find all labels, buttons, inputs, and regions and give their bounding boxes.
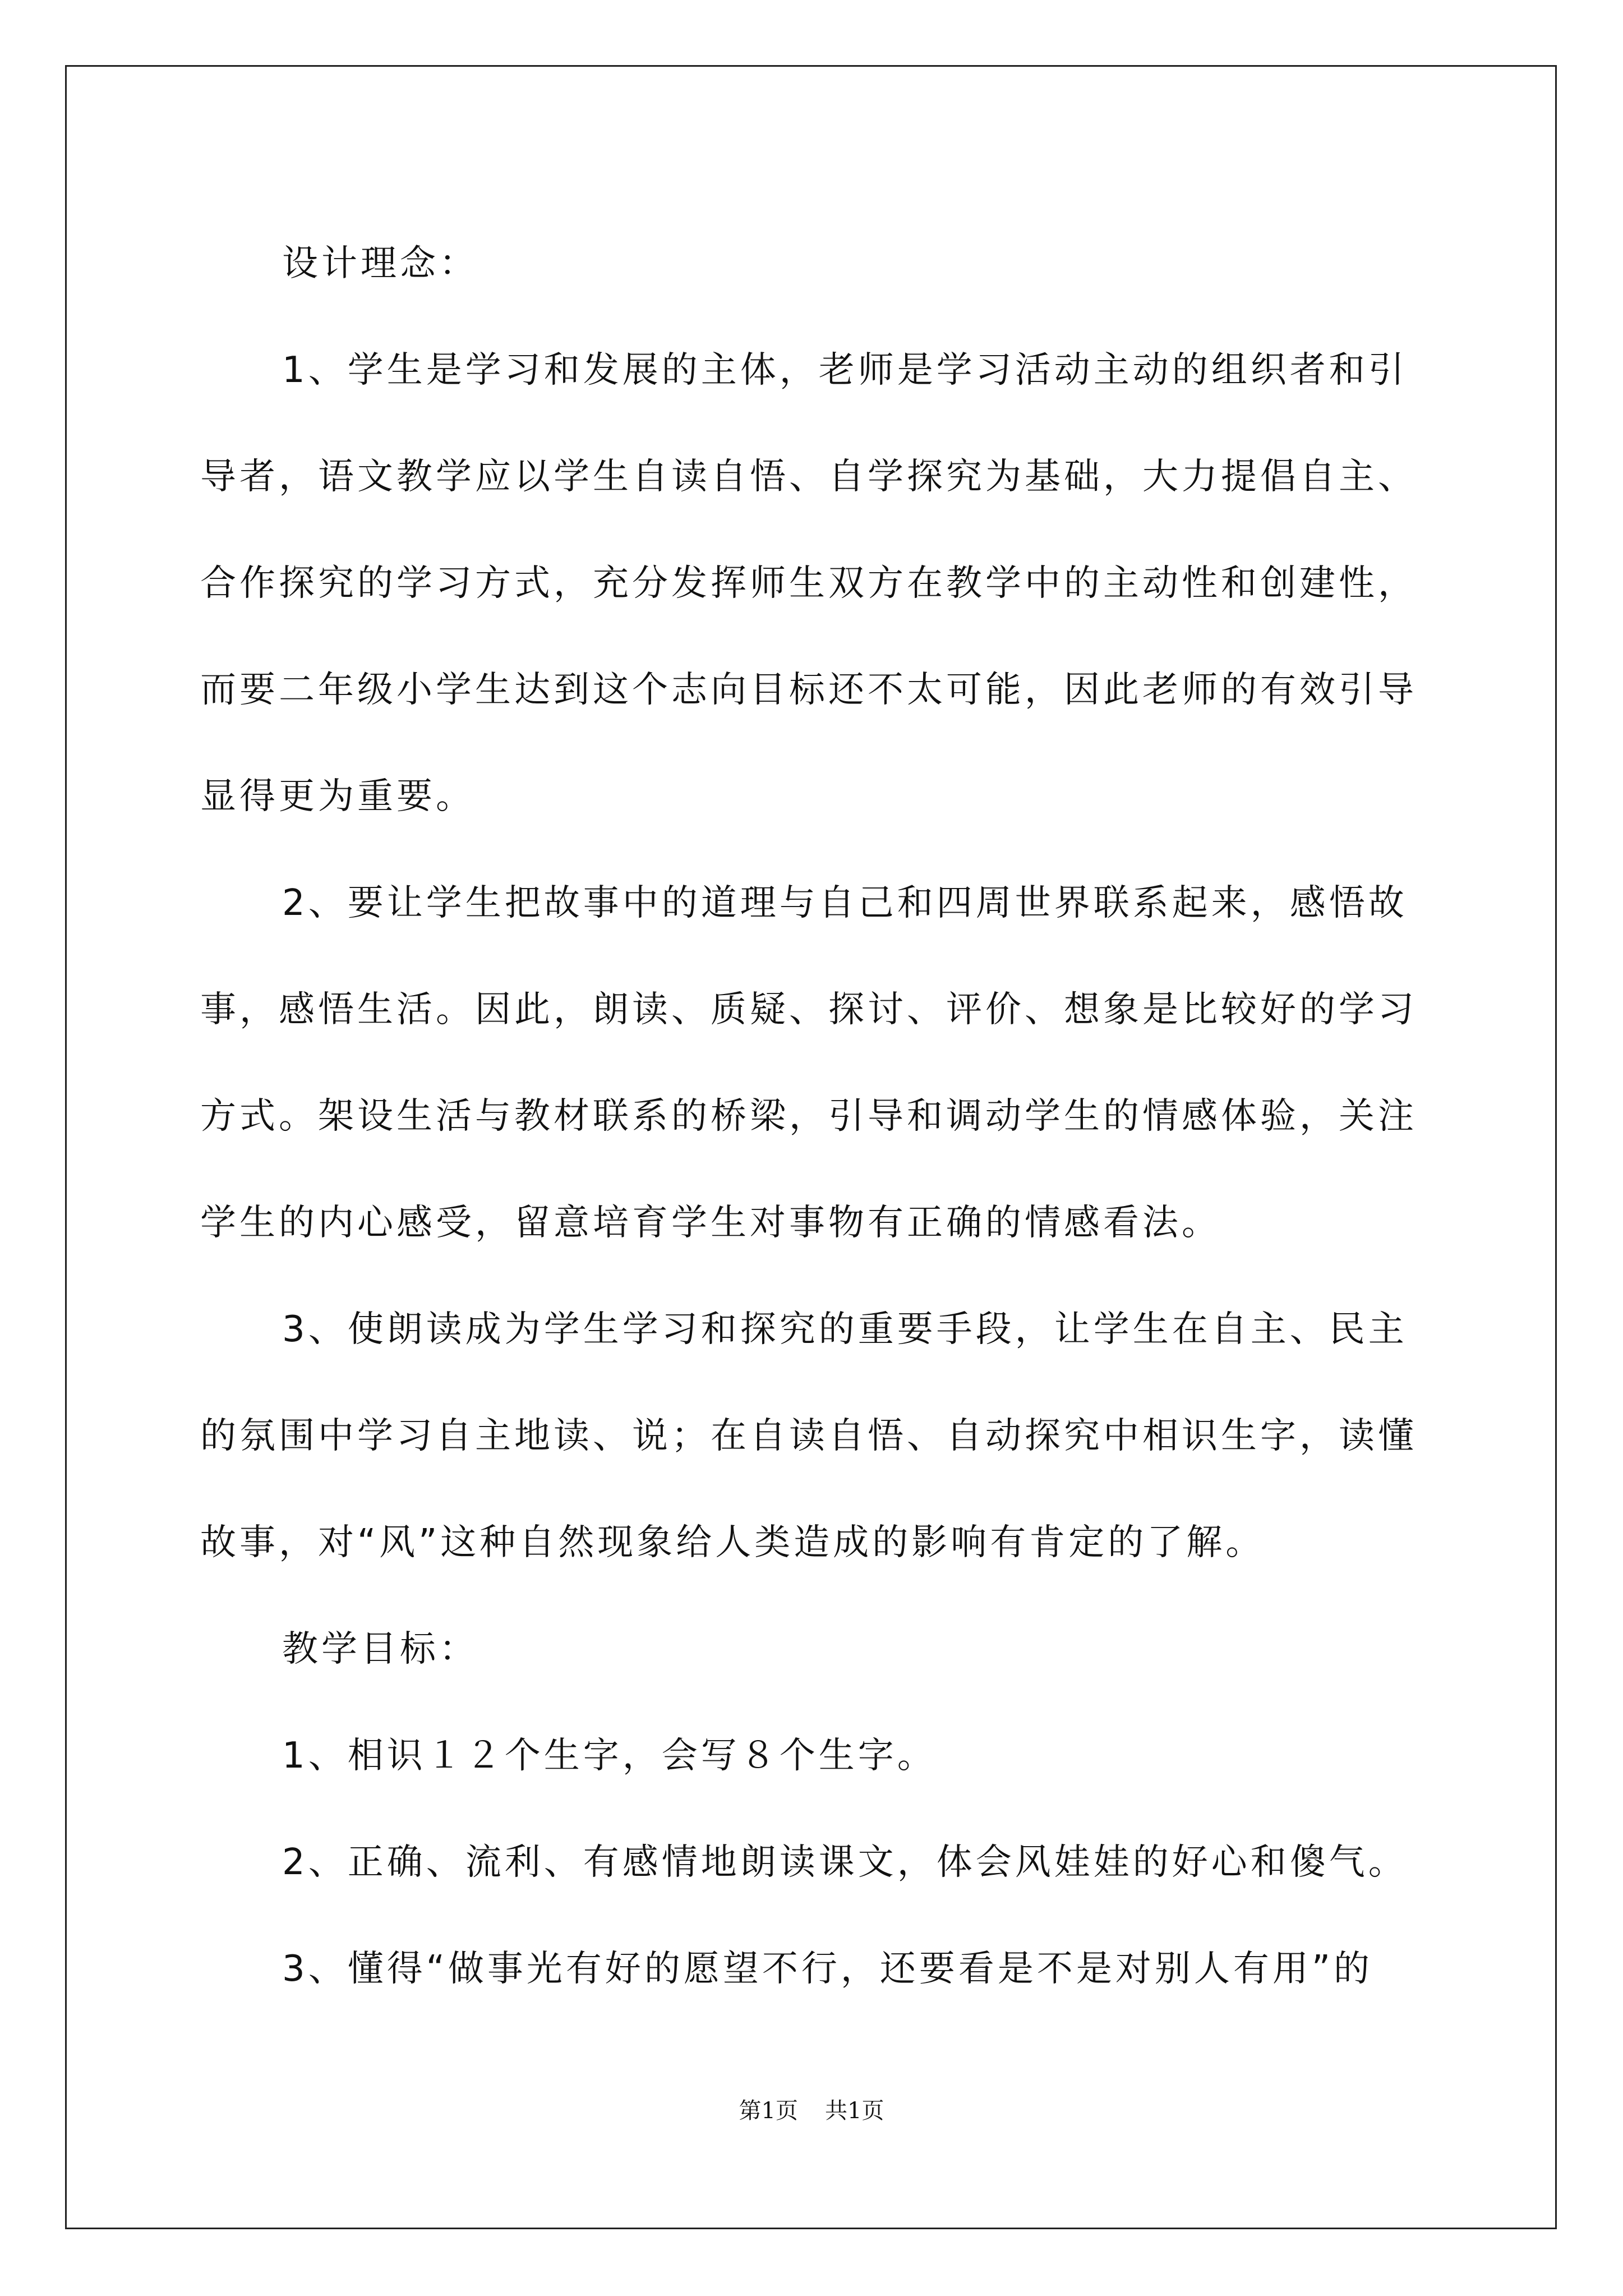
paragraph-concept-2: 2、要让学生把故事中的道理与自己和四周世界联系起来，感悟故事，感悟生活。因此，朗读、质疑、探讨、评价、想象是比较好的学习方式。架设生活与教材联系的桥梁，引导和调动学生的情感体验，关注学生的内心感受，留意培育学生对事物有正确的情感看法。 <box>200 882 1417 1244</box>
paragraph-concept-3: 3、使朗读成为学生学习和探究的重要手段，让学生在自主、民主的氛围中学习自主地读、说；在自读自悟、自动探究中相识生字，读懂故事，对“风”这种自然现象给人类造成的影响有肯定的了解。 <box>200 1309 1417 1563</box>
document-body <box>200 210 1440 2022</box>
paragraph-teaching-goals-heading: 教学目标： <box>282 1628 478 1670</box>
paragraph-goal-2: 2、正确、流利、有感情地朗读课文，体会风娃娃的好心和傻气。 <box>282 1842 1408 1883</box>
page-footer <box>0 2095 1623 2127</box>
page-number-total: 共1页 <box>825 2098 884 2124</box>
paragraph-design-concept-heading: 设计理念： <box>282 243 478 284</box>
paragraph-goal-3: 3、懂得“做事光有好的愿望不行，还要看是不是对别人有用”的 <box>282 1948 1373 1990</box>
paragraph-goal-1: 1、相识１２个生字，会写８个生字。 <box>282 1735 937 1777</box>
paragraph-concept-1: 1、学生是学习和发展的主体，老师是学习活动主动的组织者和引导者，语文教学应以学生自读自悟、自学探究为基础，大力提倡自主、合作探究的学习方式，充分发挥师生双方在教学中的主动性和创建性，而要二年级小学生达到这个志向目标还不太可能，因此老师的有效引导显得更为重要。 <box>200 349 1417 817</box>
page-number-current: 第1页 <box>739 2098 798 2124</box>
